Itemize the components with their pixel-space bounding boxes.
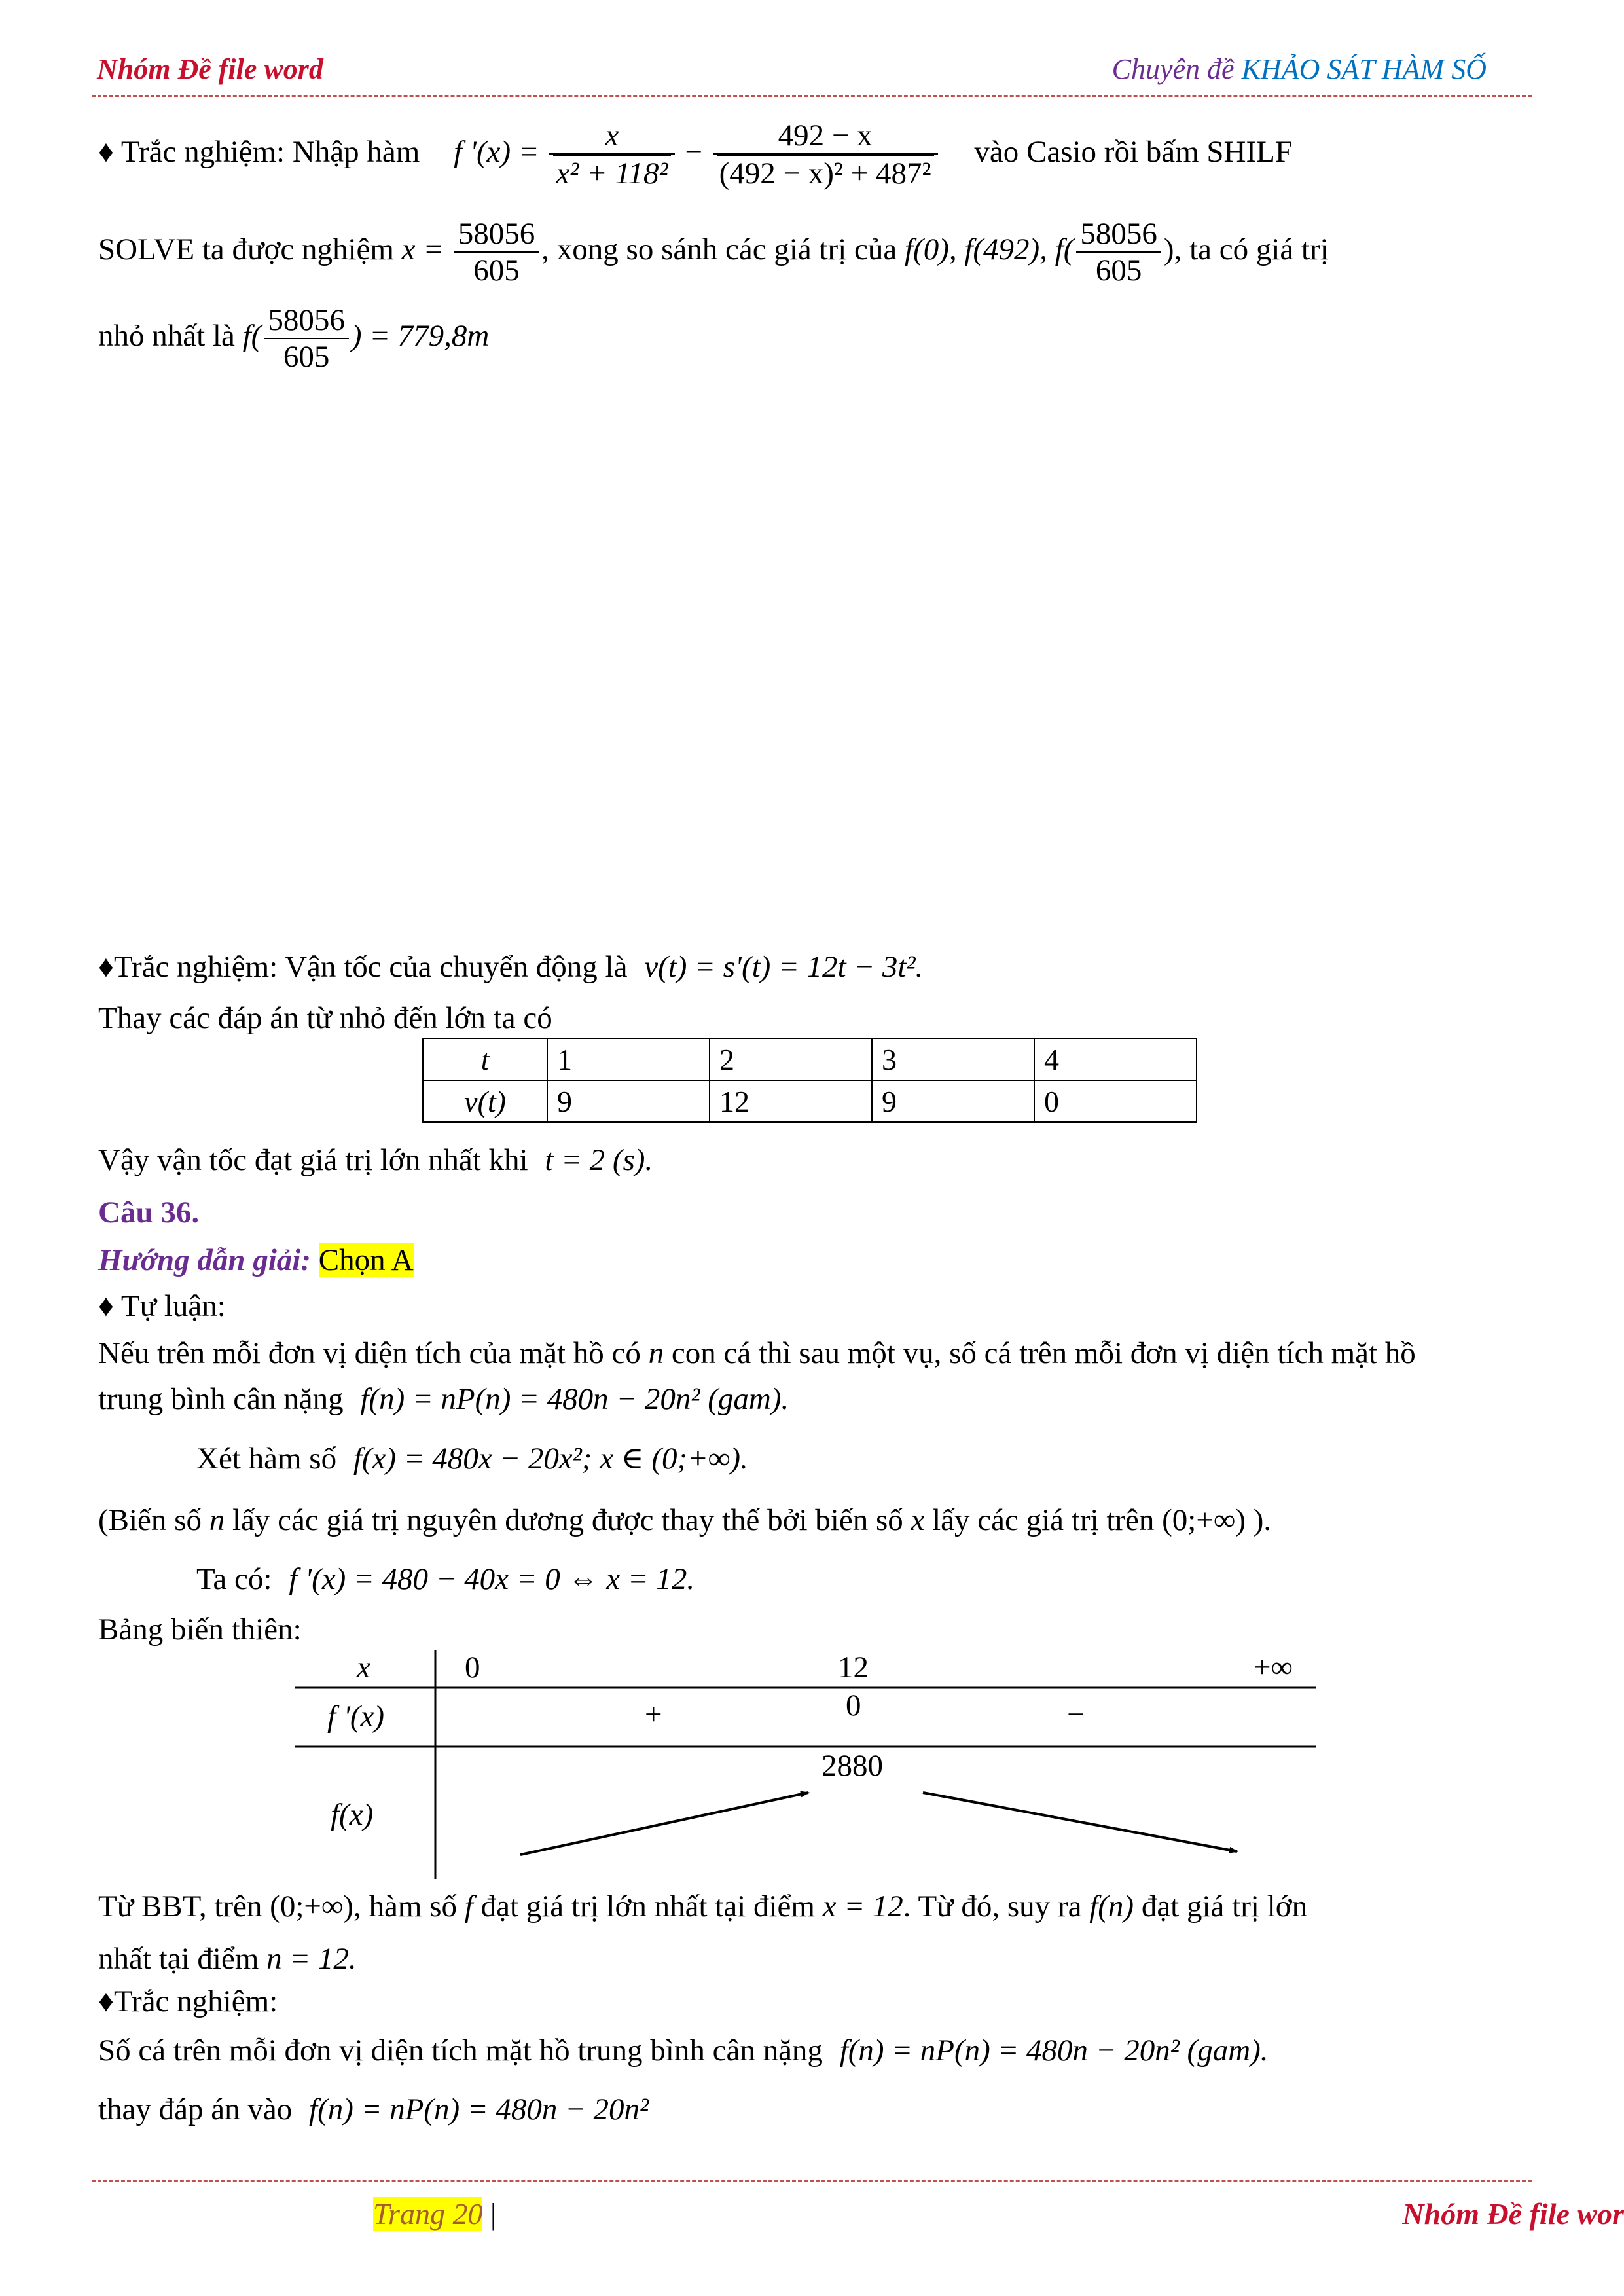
- block2-line2: Thay các đáp án từ nhỏ đến lớn ta có: [98, 1001, 552, 1035]
- para-4-c: lấy các giá trị trên: [932, 1503, 1155, 1537]
- para-4-x: x: [911, 1503, 925, 1537]
- bbt-xinf: +∞: [1254, 1650, 1293, 1685]
- para-6-a: Từ BBT, trên: [98, 1889, 262, 1923]
- para-6-e: đạt giá trị lớn: [1141, 1889, 1308, 1923]
- para-9-formula: f(n) = nP(n) = 480n − 20n²: [309, 2092, 649, 2126]
- trac-nghiem-heading: ♦Trắc nghiệm:: [98, 1984, 278, 2018]
- para-7-a: nhất tại điểm: [98, 1942, 259, 1976]
- solution-den: 605: [473, 253, 520, 288]
- para-4-interval: (0;+∞): [1162, 1503, 1246, 1537]
- min-num: 58056: [264, 302, 349, 339]
- para-3-formula: f(x) = 480x − 20x²; x ∈ (0;+∞).: [353, 1442, 748, 1476]
- conclusion-lead: Vậy vận tốc đạt giá trị lớn nhất khi: [98, 1143, 528, 1177]
- header-topic-title: KHẢO SÁT HÀM SỐ: [1241, 53, 1487, 85]
- block1-line2-tail: ), ta có giá trị: [1163, 232, 1329, 266]
- f-open: f(: [242, 318, 262, 353]
- question-title: Câu 36.: [98, 1195, 200, 1230]
- footer-separator: |: [490, 2197, 497, 2231]
- table-cell: 12: [710, 1080, 872, 1122]
- f-solution-num: 58056: [1076, 216, 1161, 253]
- bbt-fprime-label: f '(x): [327, 1700, 385, 1734]
- header-group-name: Nhóm Đề file word: [97, 53, 323, 85]
- fraction-1-den: x² + 118²: [553, 155, 670, 191]
- block1-line3-lead: nhỏ nhất là: [98, 318, 235, 353]
- page-number: Trang 20: [373, 2197, 483, 2231]
- fraction-1-num: x: [549, 118, 674, 155]
- para-1-b: con cá thì sau một vụ, số cá trên mỗi đơn vị diện tích mặt hồ: [671, 1336, 1416, 1370]
- para-1-n: n: [648, 1336, 664, 1370]
- table-cell: 9: [547, 1080, 710, 1122]
- block1-line2-mid: , xong so sánh các giá trị của: [541, 232, 897, 266]
- minus-sign: −: [685, 134, 702, 169]
- para-6-c: đạt giá trị lớn nhất tại điểm: [480, 1889, 815, 1923]
- bbt-title: Bảng biến thiên:: [98, 1613, 302, 1647]
- bbt-x0: 0: [465, 1650, 480, 1685]
- bbt-max: 2880: [821, 1749, 883, 1783]
- tu-luan-heading: ♦ Tự luận:: [98, 1289, 226, 1323]
- table-head-t: t: [423, 1038, 547, 1080]
- table-cell: 9: [872, 1080, 1034, 1122]
- decrease-arrow: [923, 1793, 1237, 1851]
- block1-lead: ♦ Trắc nghiệm: Nhập hàm: [98, 134, 420, 169]
- table-cell: 3: [872, 1038, 1034, 1080]
- para-6-fn: f(n): [1089, 1889, 1134, 1923]
- para-5-a: Ta có:: [196, 1562, 272, 1596]
- x-eq: x =: [401, 232, 444, 266]
- para-9-a: thay đáp án vào: [98, 2092, 293, 2126]
- para-6-b: , hàm số: [353, 1889, 458, 1923]
- para-6-d: . Từ đó, suy ra: [903, 1889, 1082, 1923]
- bbt-zero: 0: [846, 1688, 861, 1722]
- block1-tail: vào Casio rồi bấm SHILF: [974, 134, 1293, 169]
- choice-highlight: Chọn A: [318, 1243, 414, 1277]
- para-6-x: x = 12: [822, 1889, 903, 1923]
- table-cell: 1: [547, 1038, 710, 1080]
- para-5-formula: f '(x) = 480 − 40x = 0 ⇔ x = 12.: [289, 1562, 695, 1596]
- footer-group-name: Nhóm Đề file wor: [1402, 2197, 1624, 2231]
- bbt-x12: 12: [838, 1650, 869, 1685]
- table-cell: 4: [1034, 1038, 1197, 1080]
- para-3-a: Xét hàm số: [196, 1442, 337, 1476]
- para-8-formula: f(n) = nP(n) = 480n − 20n² (gam).: [839, 2033, 1269, 2068]
- fraction-2-num: 492 − x: [713, 118, 938, 155]
- para-6-f: f: [464, 1889, 473, 1923]
- para-4-b: lấy các giá trị nguyên dương được thay thế bởi biến số: [232, 1503, 903, 1537]
- min-value: ) = 779,8m: [351, 318, 490, 353]
- para-9: [98, 2092, 649, 2127]
- increase-arrow: [520, 1793, 808, 1855]
- table-cell: 2: [710, 1038, 872, 1080]
- conclusion-value: t = 2 (s).: [545, 1143, 653, 1177]
- bbt-minus: −: [1067, 1698, 1085, 1732]
- para-4-n: n: [209, 1503, 225, 1537]
- f-values: f(0), f(492), f(: [904, 232, 1074, 266]
- solution-num: 58056: [454, 216, 539, 253]
- footer-page: [373, 2196, 496, 2231]
- para-6-interval: (0;+∞): [270, 1889, 354, 1923]
- bbt-plus: +: [645, 1698, 662, 1732]
- para-4-a: (Biến số: [98, 1503, 202, 1537]
- table-head-vt: v(t): [423, 1080, 547, 1122]
- bbt-x-label: x: [357, 1650, 370, 1685]
- f-solution-den: 605: [1095, 253, 1142, 288]
- block1-line2-lead: SOLVE ta được nghiệm: [98, 232, 394, 266]
- table-cell: 0: [1034, 1080, 1197, 1122]
- bbt-f-label: f(x): [331, 1798, 374, 1832]
- block2-line1-text: ♦Trắc nghiệm: Vận tốc của chuyển động là: [98, 950, 628, 984]
- para-4-d: ).: [1253, 1503, 1272, 1537]
- para-1-a: Nếu trên mỗi đơn vị diện tích của mặt hồ có: [98, 1336, 641, 1370]
- fprime-label: f '(x) =: [454, 134, 539, 169]
- guide-label: Hướng dẫn giải:: [98, 1243, 311, 1277]
- para-7-n: n = 12.: [266, 1942, 357, 1976]
- header-topic-prefix: Chuyên đề: [1111, 53, 1242, 85]
- para-8: [98, 2033, 1269, 2068]
- para-8-a: Số cá trên mỗi đơn vị diện tích mặt hồ trung bình cân nặng: [98, 2033, 823, 2068]
- para-7: [98, 1941, 357, 1977]
- para-6: [98, 1889, 1307, 1924]
- footer-rule: [92, 2180, 1532, 2182]
- fraction-2-den: (492 − x)² + 487²: [717, 155, 934, 191]
- para-2-a: trung bình cân nặng: [98, 1382, 344, 1416]
- min-den: 605: [283, 340, 330, 374]
- velocity-formula: v(t) = s'(t) = 12t − 3t².: [644, 950, 924, 984]
- para-2-formula: f(n) = nP(n) = 480n − 20n² (gam).: [360, 1382, 789, 1416]
